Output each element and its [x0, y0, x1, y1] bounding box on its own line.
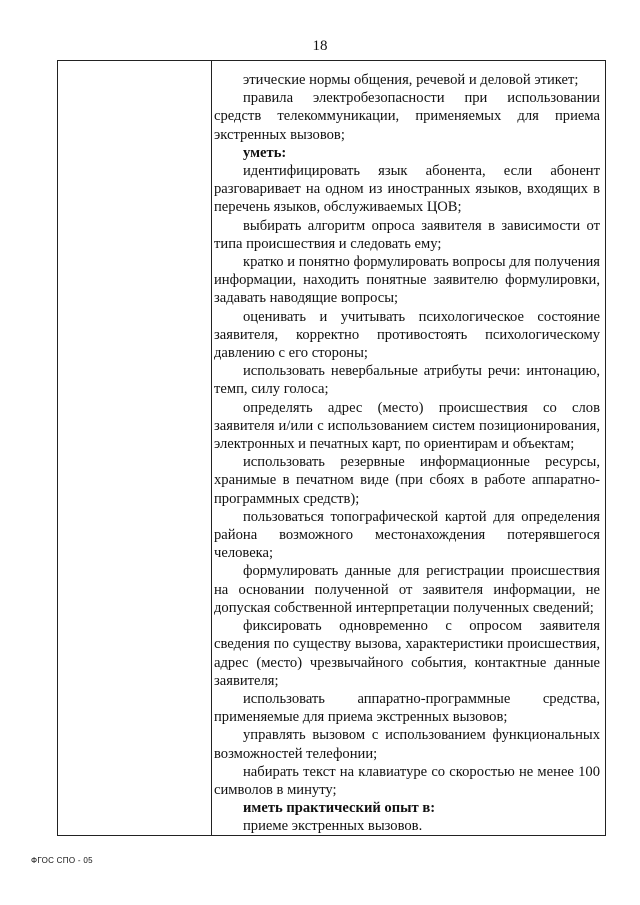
paragraph: использовать резервные информационные ресурсы, хранимые в печатном виде (при сбоях в работе аппаратно-программных средств);: [214, 454, 600, 507]
paragraph: правила электробезопасности при использовании средств телекоммуникации, применяемых для приема экстренных вызовов;: [214, 90, 600, 143]
footer-standard-code: ФГОС СПО - 05: [31, 856, 93, 865]
table-column-divider: [211, 61, 212, 835]
paragraph: кратко и понятно формулировать вопросы для получения информации, находить понятные заявителю формулировки, задавать наводящие вопросы;: [214, 254, 600, 307]
paragraph: этические нормы общения, речевой и деловой этикет;: [243, 72, 579, 88]
paragraph: оценивать и учитывать психологическое состояние заявителя, корректно противостоять психологическому давлению с его стороны;: [214, 308, 600, 362]
section-heading-practical-experience: иметь практический опыт в:: [243, 800, 436, 817]
table-cell-content: [214, 71, 600, 836]
paragraph: набирать текст на клавиатуре со скоростью не менее 100 символов в минуту;: [214, 763, 600, 798]
paragraph: пользоваться топографической картой для определения района возможного местонахождения потерявшегося человека;: [214, 508, 600, 562]
paragraph: определять адрес (место) происшествия со слов заявителя и/или с использованием систем позиционирования, электронных и печатных карт, по ориентирам и объектам;: [214, 399, 600, 453]
paragraph: приеме экстренных вызовов.: [243, 818, 423, 835]
paragraph: формулировать данные для регистрации происшествия на основании полученной от заявителя информации, не допуская собственной интерпретации полученных сведений;: [214, 563, 600, 616]
paragraph: выбирать алгоритм опроса заявителя в зависимости от типа происшествия и следовать ему;: [214, 217, 600, 252]
section-heading-umet: уметь:: [243, 144, 287, 161]
paragraph: использовать невербальные атрибуты речи: интонацию, темп, силу голоса;: [214, 363, 600, 398]
paragraph: управлять вызовом с использованием функциональных возможностей телефонии;: [214, 727, 600, 762]
paragraph: фиксировать одновременно с опросом заявителя сведения по существу вызова, характеристики происшествия, адрес (место) чрезвычайного события, контактные данные заявителя;: [214, 618, 600, 689]
page-number: 18: [312, 38, 328, 54]
paragraph: идентифицировать язык абонента, если абонент разговаривает на одном из иностранных языков, входящих в перечень языков, обслуживаемых ЦОВ;: [214, 163, 600, 216]
paragraph: использовать аппаратно-программные средства, применяемые для приема экстренных вызовов;: [214, 690, 600, 726]
